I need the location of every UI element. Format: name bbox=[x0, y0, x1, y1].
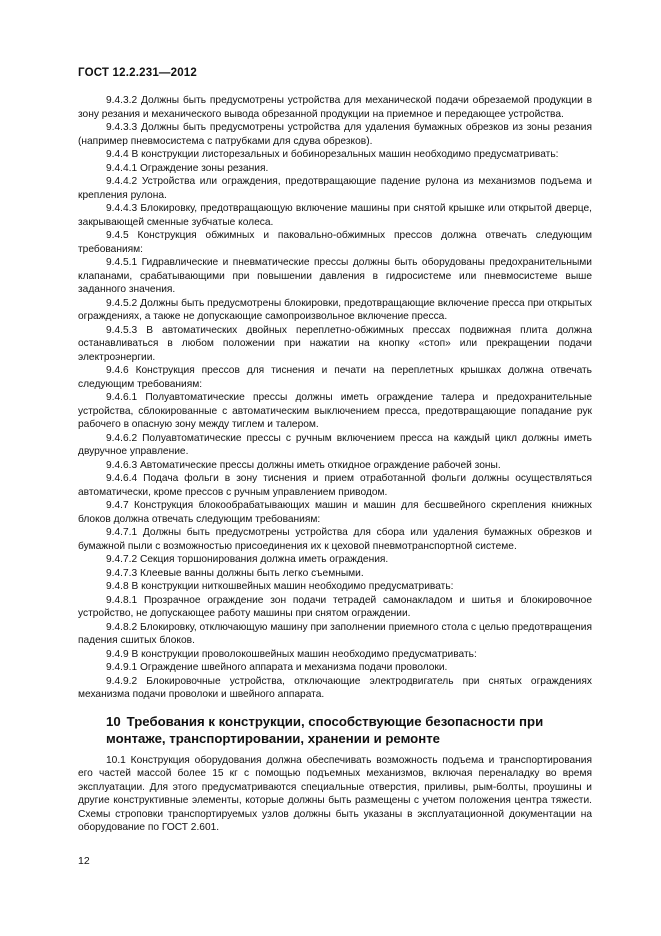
paragraph: 9.4.8.2 Блокировку, отключающую машину при заполнении приемного стола с целью предотвращения падения сшитых блоков. bbox=[78, 621, 592, 646]
paragraph: 9.4.7.3 Клеевые ванны должны быть легко съемными. bbox=[106, 567, 364, 579]
section-heading bbox=[78, 713, 592, 747]
paragraph: 9.4.4.3 Блокировку, предотвращающую включение машины при снятой крышке или открытой дверце, закрывающей сменные зубчатые колеса. bbox=[78, 203, 592, 228]
paragraph: 9.4.6.1 Полуавтоматические прессы должны иметь ограждение талера и предохранительные устройства, сблокированные с автоматическим выключением пресса, предотвращающие попадание рук рабочего в опасную зону между тиглем и талером. bbox=[78, 392, 592, 430]
paragraph: 9.4.6.4 Подача фольги в зону тиснения и прием отработанной фольги должны осуществляться автоматически, кроме прессов с ручным управлением приводом. bbox=[78, 473, 592, 498]
document-header: ГОСТ 12.2.231—2012 bbox=[78, 67, 197, 79]
paragraph: 9.4.4.2 Устройства или ограждения, предотвращающие падение рулона из механизмов подъема и крепления рулона. bbox=[78, 176, 592, 201]
paragraph: 9.4.6.2 Полуавтоматические прессы с ручным включением пресса на каждый цикл должны иметь двуручное управление. bbox=[78, 432, 592, 457]
paragraph: 9.4.8.1 Прозрачное ограждение зон подачи тетрадей самонакладом и шитья и блокировочное устройство, не допускающее работу машины при снятом ограждении. bbox=[78, 594, 592, 619]
section-title-text: Требования к конструкции, способствующие безопасности при монтаже, транспортировании, хранении и ремонте bbox=[106, 713, 544, 746]
paragraph: 9.4.7.1 Должны быть предусмотрены устройства для сбора или удаления бумажных обрезков и бумажной пыли с возможностью присоединения их к цеховой пневмотранспортной системе. bbox=[78, 527, 592, 552]
paragraph: 9.4.5.1 Гидравлические и пневматические прессы должны быть оборудованы предохранительными клапанами, срабатывающими при повышении давления в гидросистеме или пневмосистеме выше заданного значения. bbox=[78, 257, 592, 295]
paragraph: 9.4.3.3 Должны быть предусмотрены устройства для удаления бумажных обрезков из зоны резания (например пневмосистема с патрубками для сдува обрезков). bbox=[78, 122, 592, 147]
paragraph: 10.1 Конструкция оборудования должна обеспечивать возможность подъема и транспортирования его частей массой более 15 кг с помощью подъемных механизмов, включая переналадку во время эксплуатации. Для этого предусматриваются специальные отверстия, приливы, рым-болты, проушины и другие конструктивные элементы, которые должны быть размещены с учетом положения центра тяжести. Схемы строповки транспортируемых узлов должны быть указаны в эксплуатационной документации на оборудование по ГОСТ 2.601. bbox=[78, 754, 592, 833]
paragraph: 9.4.7.2 Секция торшонирования должна иметь ограждения. bbox=[106, 554, 389, 565]
paragraph: 9.4.7 Конструкция блокообрабатывающих машин и машин для бесшвейного скрепления книжных блоков должна отвечать следующим требованиям: bbox=[78, 500, 592, 525]
document-body bbox=[78, 94, 592, 835]
paragraph: 9.4.9.2 Блокировочные устройства, отключающие электродвигатель при снятых ограждениях механизма подачи проволоки и швейного аппарата. bbox=[78, 675, 592, 700]
paragraph: 9.4.4 В конструкции листорезальных и бобинорезальных машин необходимо предусматривать: bbox=[106, 149, 559, 160]
paragraph: 9.4.8 В конструкции ниткошвейных машин необходимо предусматривать: bbox=[106, 581, 454, 592]
paragraph: 9.4.4.1 Ограждение зоны резания. bbox=[106, 162, 269, 174]
paragraph: 9.4.6.3 Автоматические прессы должны иметь откидное ограждение рабочей зоны. bbox=[106, 459, 501, 471]
paragraph: 9.4.9 В конструкции проволокошвейных машин необходимо предусматривать: bbox=[106, 648, 477, 660]
paragraph: 9.4.5.2 Должны быть предусмотрены блокировки, предотвращающие включение пресса при открытых ограждениях, а также не допускающие самопроизвольное включение пресса. bbox=[78, 297, 592, 322]
paragraph: 9.4.5 Конструкция обжимных и паковально-обжимных прессов должна отвечать следующим требованиям: bbox=[78, 230, 592, 255]
paragraph: 9.4.3.2 Должны быть предусмотрены устройства для механической подачи обрезаемой продукции в зону резания и механического вывода обрезанной продукции на приемное и передающее устройства. bbox=[78, 95, 592, 120]
section-number: 10 bbox=[106, 713, 121, 729]
paragraph: 9.4.9.1 Ограждение швейного аппарата и механизма подачи проволоки. bbox=[106, 662, 448, 673]
paragraph: 9.4.5.3 В автоматических двойных переплетно-обжимных прессах подвижная плита должна останавливаться в любом положении при нажатии на кнопку «стоп» или прекращении подачи электроэнергии. bbox=[78, 324, 592, 363]
paragraph: 9.4.6 Конструкция прессов для тиснения и печати на переплетных крышках должна отвечать следующим требованиям: bbox=[78, 365, 592, 390]
page-number: 12 bbox=[78, 855, 90, 867]
